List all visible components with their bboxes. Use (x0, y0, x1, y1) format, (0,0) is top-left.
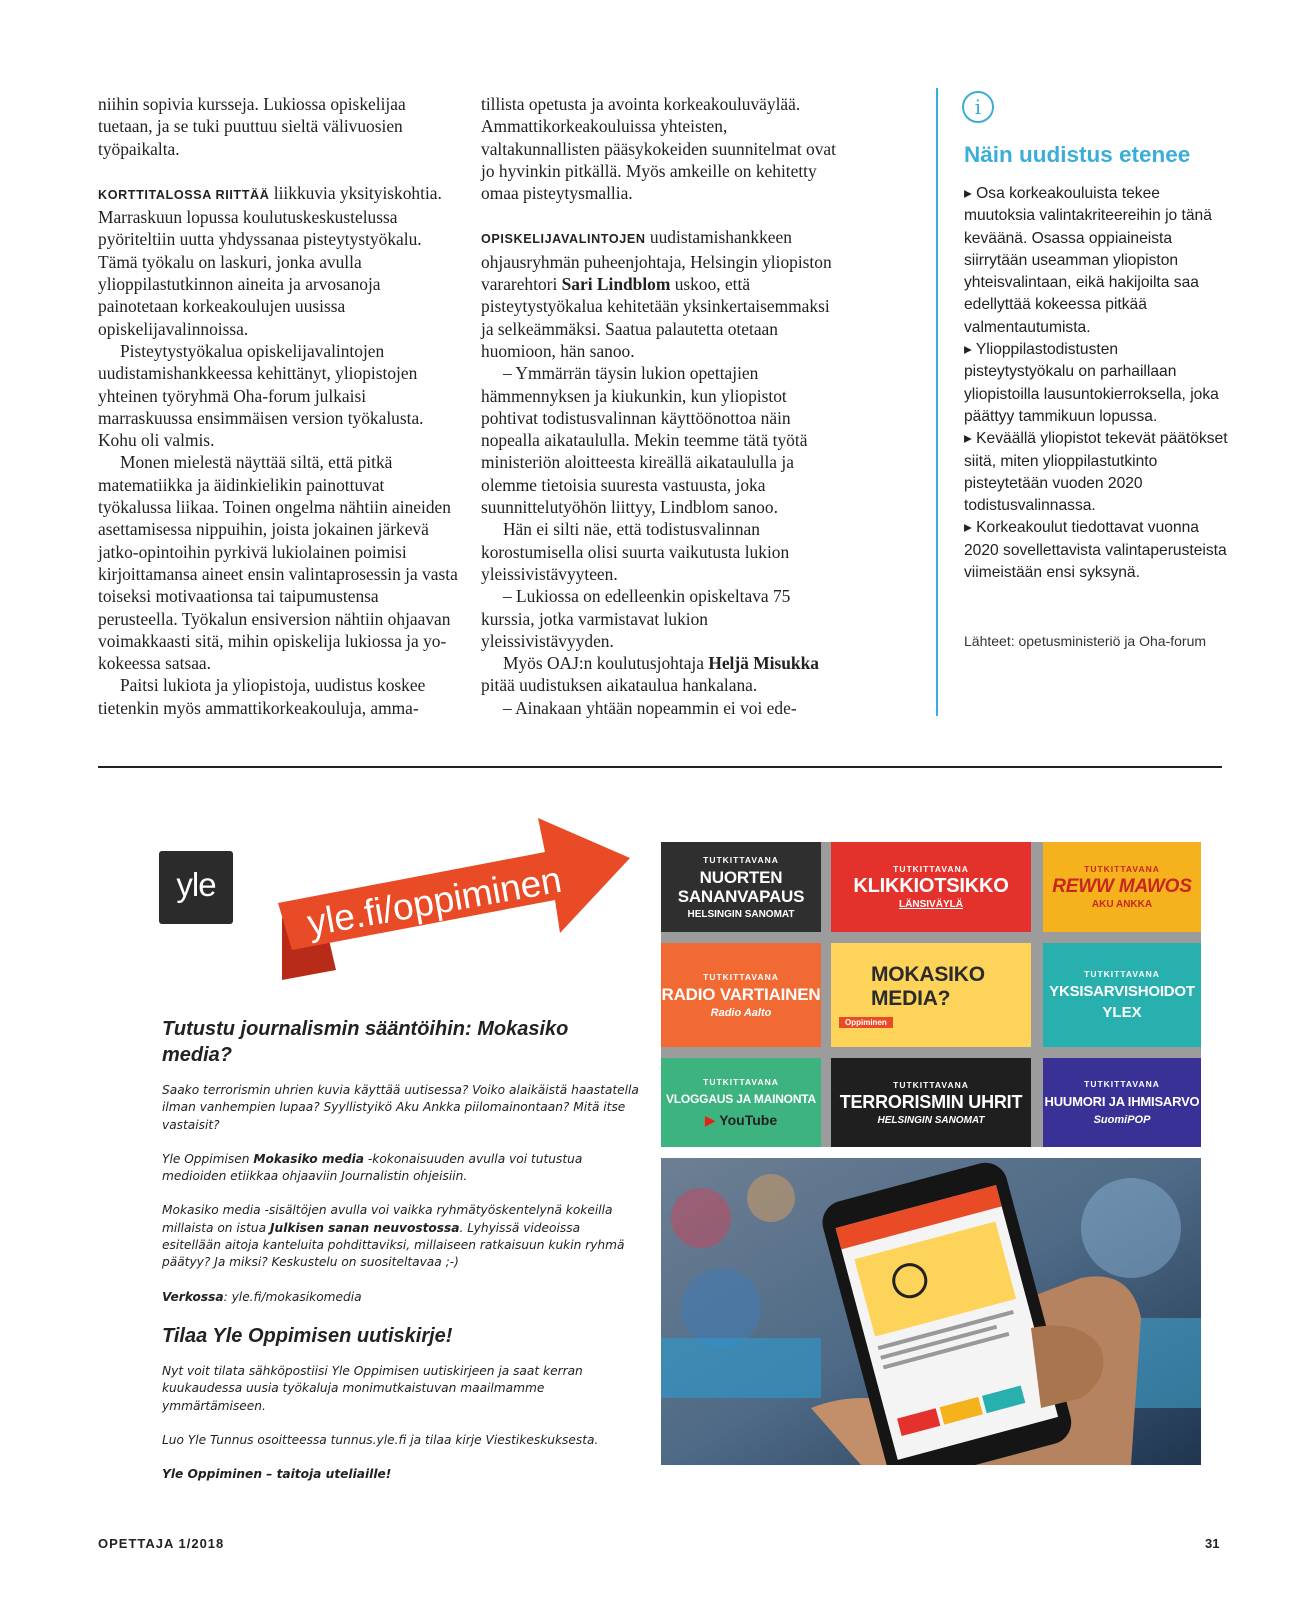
tile-source: YLEX (1102, 1004, 1142, 1021)
ad-bold: Verkossa (162, 1289, 224, 1304)
info-item: ▸ Osa korkeakouluista tekee muutoksia valintakriteereihin jo tänä keväänä. Osassa oppiaineista siirrytään useamman yliopiston yhteisvalintaan, eikä hakijoilta saa edellyttää kokeessa pitkää valmentautumista. (964, 185, 1212, 336)
paragraph (98, 182, 460, 340)
paragraph-text: liikkuvia yksityiskohtia. Marraskuun lopussa koulutuskeskustelussa pyöriteltiin uutta yhdyssanaa pisteytystyökalu. Tämä työkalu on laskuri, jonka avulla ylioppilastutkinnon aineita ja arvosanoja painotetaan korkeakoulujen uusissa opiskelijavalinnoissa. (98, 182, 442, 339)
ad-slogan: Yle Oppiminen – taitoja uteliaille! (162, 1467, 392, 1482)
info-source: Lähteet: opetusministeriö ja Oha-forum (964, 633, 1207, 649)
phone-photo (661, 1158, 1201, 1465)
info-title: Näin uudistus etenee (964, 142, 1191, 167)
tile-title: VLOGGAUS JA MAINONTA (665, 1091, 816, 1106)
paragraph-text: Myös OAJ:n koulutusjohtaja (503, 653, 709, 674)
tile-title: RADIO VARTIAINEN (661, 984, 821, 1004)
ad-paragraph (162, 1289, 642, 1306)
paragraph (481, 226, 843, 362)
ad-heading: Tilaa Yle Oppimisen uutiskirje! (162, 1324, 453, 1347)
paragraph-text: uudistamishankkeen ohjausryhmän puheenjohtaja, Helsingin yliopiston vararehtori (481, 227, 832, 295)
ad-text-span: -kokonaisuuden avulla voi tutustua medioiden etiikkaa ohjaaviin Journalistin ohjeisiin. (162, 1151, 583, 1184)
paragraph: Hän ei silti näe, että todistusvalinnan korostumisella olisi suurta vaikutusta lukion yleissivistävyyteen. (481, 519, 790, 584)
info-sidebar (936, 88, 1226, 716)
tile-kicker: TUTKITTAVANA (893, 864, 969, 874)
paragraph: Monen mielestä näyttää siltä, että pitkä matematiikka ja äidinkielikin painottuvat työkalussa liikaa. Toinen ongelma nähtiin aineiden asettamisessa nippuihin, joista jokainen järkevä jatko-opintoihin pyrkivä lukiolainen poimisi kirjoittamansa aineet ensin valintaprosessin ja vasta toiseksi motivaationsa tai taipumustensa perusteella. Työkalun ensiversion nähtiin ohjaavan voimakkaasti sitä, mihin opiskelija lukiossa ja yo-kokeessa satsaa. (98, 452, 458, 674)
article-column-2 (481, 93, 843, 719)
bokeh (681, 1268, 761, 1348)
tile-source: HELSINGIN SANOMAT (687, 908, 795, 920)
tile-nuorten-sananvapaus[interactable] (661, 842, 821, 932)
person-name: Heljä Misukka (708, 653, 819, 674)
yle-logo: yle (159, 851, 233, 924)
paragraph-text: pitää uudistuksen aikataulua hankalana. (481, 675, 758, 696)
youtube-logo (705, 1112, 777, 1129)
paragraph: niihin sopivia kursseja. Lukiossa opiskelijaa tuetaan, ja se tuki puuttuu sieltä välivuosien työpaikalta. (98, 94, 406, 159)
paragraph: Pisteytystyökalua opiskelijavalintojen uudistamishankkeessa kehittänyt, yliopistojen yhteinen työryhmä Oha-forum julkaisi marraskuussa ensimmäisen version työkalusta. Kohu oli valmis. (98, 340, 424, 451)
tile-kicker: TUTKITTAVANA (1084, 864, 1160, 874)
tile-source: LÄNSIVÄYLÄ (899, 899, 963, 910)
info-item: ▸ Keväällä yliopistot tekevät päätökset siitä, miten ylioppilastutkinto pisteytetään vuoden 2020 todistusvalinnassa. (964, 430, 1228, 515)
person-name: Sari Lindblom (561, 274, 671, 295)
ad-paragraph: Nyt voit tilata sähköpostiisi Yle Oppimisen uutiskirjeen ja saat kerran kuukaudessa uusia työkaluja monimutkaistuvan maailmamme ymmärtämiseen. (162, 1363, 583, 1413)
tile-kicker: TUTKITTAVANA (893, 1079, 969, 1090)
tile-yksisarvishoidot[interactable] (1043, 943, 1201, 1047)
tile-source: SuomiPOP (1093, 1114, 1151, 1126)
tile-grid (661, 842, 1201, 1147)
arrow-url-text: yle.fi/oppiminen (304, 858, 565, 944)
tile-source: Oppiminen (839, 1017, 893, 1028)
bokeh-block (661, 1338, 821, 1398)
tile-source: Radio Aalto (710, 1006, 772, 1019)
paragraph: Paitsi lukiota ja yliopistoja, uudistus koskee tietenkin myös ammattikorkeakouluja, amma- (98, 675, 426, 718)
play-icon: ▶ (704, 1111, 716, 1128)
tile-title: YKSISARVISHOIDOT (1049, 983, 1195, 1000)
bokeh (1081, 1178, 1181, 1278)
tile-title: NUORTEN SANANVAPAUS (677, 867, 805, 906)
tile-radio-vartiainen[interactable] (661, 943, 821, 1047)
ad-bold: Julkisen sanan neuvostossa (270, 1220, 460, 1235)
paragraph: – Lukiossa on edelleenkin opiskeltava 75 kurssia, jotka varmistavat lukion yleissivistävyyden. (481, 586, 791, 651)
tile-kicker: TUTKITTAVANA (703, 1076, 779, 1087)
ad-paragraph: Luo Yle Tunnus osoitteessa tunnus.yle.fi ja tilaa kirje Viestikeskuksesta. (162, 1432, 599, 1447)
footer-publication: OPETTAJA 1/2018 (98, 1536, 225, 1551)
tile-kicker: TUTKITTAVANA (1084, 1079, 1160, 1089)
paragraph (481, 652, 843, 697)
tile-huumori-ja-ihmisarvo[interactable] (1043, 1058, 1201, 1147)
tile-source: AKU ANKKA (1091, 899, 1153, 910)
url-arrow-banner (270, 818, 640, 988)
page-number: 31 (1205, 1536, 1220, 1551)
tile-title: KLIKKIOTSIKKO (853, 875, 1009, 897)
tile-reww-mawos[interactable] (1043, 842, 1201, 932)
tile-source: YouTube (719, 1111, 778, 1128)
bokeh (747, 1174, 795, 1222)
tile-klikkiotsikko[interactable] (831, 842, 1031, 932)
ad-paragraph: Saako terrorismin uhrien kuvia käyttää uutisessa? Voiko alaikäistä haastatella ilman vanhempien lupaa? Syyllistyikö Aku Ankka piilomainontaan? Mitä itse vastaisit? (162, 1083, 639, 1132)
tile-title: HUUMORI JA IHMISARVO (1044, 1094, 1200, 1109)
tile-source: HELSINGIN SANOMAT (877, 1114, 985, 1126)
lead-in: OPISKELIJAVALINTOJEN (481, 232, 646, 247)
tile-terrorismin-uhrit[interactable] (831, 1058, 1031, 1147)
ad-paragraph (162, 1151, 642, 1186)
info-item: ▸ Korkeakoulut tiedottavat vuonna 2020 sovellettavista valintaperusteista viimeistään ensi syksynä. (964, 519, 1227, 582)
tile-kicker: TUTKITTAVANA (703, 854, 779, 865)
tile-title: REWW MAWOS (1052, 876, 1192, 897)
info-icon: i (962, 91, 994, 123)
ad-paragraph (162, 1202, 642, 1271)
ad-text-span: . Lyhyissä videoissa esitellään aitoja kanteluita pohdittaviksi, millaiseen ratkaisuun kukin ryhmä päätyy? Ja miksi? Keskustelu on suositeltavaa ;-) (162, 1220, 625, 1270)
bokeh (671, 1188, 731, 1248)
phone-illustration (661, 1158, 1201, 1465)
paragraph: – Ainakaan yhtään nopeammin ei voi ede- (503, 697, 797, 718)
ad-text-span: Yle Oppimisen (162, 1151, 254, 1166)
info-list (964, 183, 1229, 584)
tile-title: MOKASIKO MEDIA? (871, 962, 985, 1010)
lead-in: KORTTITALOSSA RIITTÄÄ (98, 187, 270, 202)
info-item: ▸ Ylioppilastodistusten pisteytystyökalu on parhaillaan yliopistoilla lausuntokierroksella, joka päättyy tammikuun lopussa. (964, 341, 1219, 425)
ad-text (162, 1016, 642, 1500)
tile-kicker: TUTKITTAVANA (1084, 969, 1160, 979)
paragraph: – Ymmärrän täysin lukion opettajien hämmennyksen ja kiukunkin, kun yliopistot pohtivat todistusvalinnan käyttöönottoa näin nopealla aikataululla. Mekin teemme tätä työtä ministeriön aloitteesta kireällä aikataululla ja olemme tietoisia suuresta vastuusta, joka suunnittelutyöhön liittyy, Lindblom sanoo. (481, 363, 808, 518)
ad-link[interactable]: : yle.fi/mokasikomedia (223, 1289, 362, 1304)
paragraph: tillista opetusta ja avointa korkeakouluväylää. Ammattikorkeakouluissa yhteisten, valtakunnallisten pääsykokeiden suunnitelmat ovat jo hyvinkin pitkällä. Myös amkeille on kehitetty omaa pisteytysmallia. (481, 94, 836, 204)
tile-title: TERRORISMIN UHRIT (839, 1091, 1023, 1112)
article-column-1 (98, 93, 460, 719)
paragraph-text: uskoo, että pisteytystyökalua kehitetään yksinkertaisemmaksi ja selkeämmäksi. Saatua palautetta otetaan huomioon, hän sanoo. (481, 274, 830, 361)
section-divider (98, 766, 1222, 768)
tile-mokasiko-media[interactable] (831, 943, 1031, 1047)
ad-bold: Mokasiko media (253, 1151, 364, 1166)
ad-heading: Tutustu journalismin sääntöihin: Mokasiko media? (162, 1018, 569, 1066)
tile-vloggaus-ja-mainonta[interactable] (661, 1058, 821, 1147)
tile-kicker: TUTKITTAVANA (703, 971, 779, 982)
ad-text-span: Mokasiko media -sisältöjen avulla voi vaikka ryhmätyöskentelynä kokeilla millaista on istua (162, 1203, 613, 1235)
